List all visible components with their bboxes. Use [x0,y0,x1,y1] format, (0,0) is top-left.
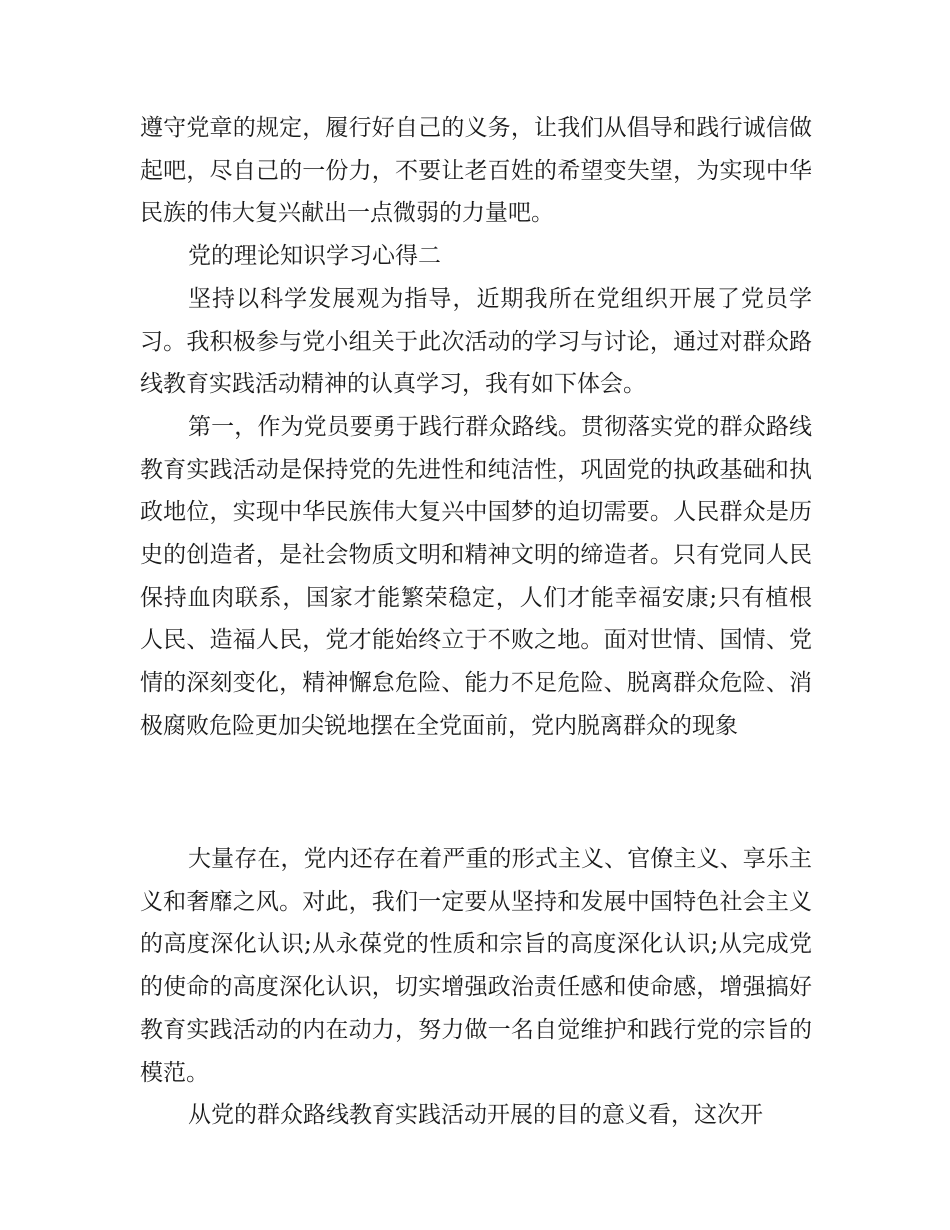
paragraph-continued: 遵守党章的规定，履行好自己的义务，让我们从倡导和践行诚信做起吧，尽自己的一份力，不要让老百姓的希望变失望，为实现中华民族的伟大复兴献出一点微弱的力量吧。 [140,115,812,227]
text-block-lower [140,838,812,1137]
paragraph-first-point: 第一，作为党员要勇于践行群众路线。贯彻落实党的群众路线教育实践活动是保持党的先进性和纯洁性，巩固党的执政基础和执政地位，实现中华民族伟大复兴中国梦的迫切需要。人民群众是历史的创造者，是社会物质文明和精神文明的缔造者。只有党同人民保持血肉联系，国家才能繁荣稳定，人们才能幸福安康;只有植根人民、造福人民，党才能始终立于不败之地。面对世情、国情、党情的深刻变化，精神懈怠危险、能力不足危险、脱离群众危险、消极腐败危险更加尖锐地摆在全党面前，党内脱离群众的现象 [140,413,812,739]
paragraph-intro: 坚持以科学发展观为指导，近期我所在党组织开展了党员学习。我积极参与党小组关于此次活动的学习与讨论，通过对群众路线教育实践活动精神的认真学习，我有如下体会。 [140,285,812,398]
section-heading: 党的理论知识学习心得二 [188,243,441,270]
text-block-upper [140,107,812,748]
paragraph-purpose: 从党的群众路线教育实践活动开展的目的意义看，这次开 [188,1102,763,1129]
paragraph-continuation: 大量存在，党内还存在着严重的形式主义、官僚主义、享乐主义和奢靡之风。对此，我们一定要从坚持和发展中国特色社会主义的高度深化认识;从永葆党的性质和宗旨的高度深化认识;从完成党的使命的高度深化认识，切实增强政治责任感和使命感，增强搞好教育实践活动的内在动力，努力做一名自觉维护和践行党的宗旨的模范。 [140,846,812,1086]
